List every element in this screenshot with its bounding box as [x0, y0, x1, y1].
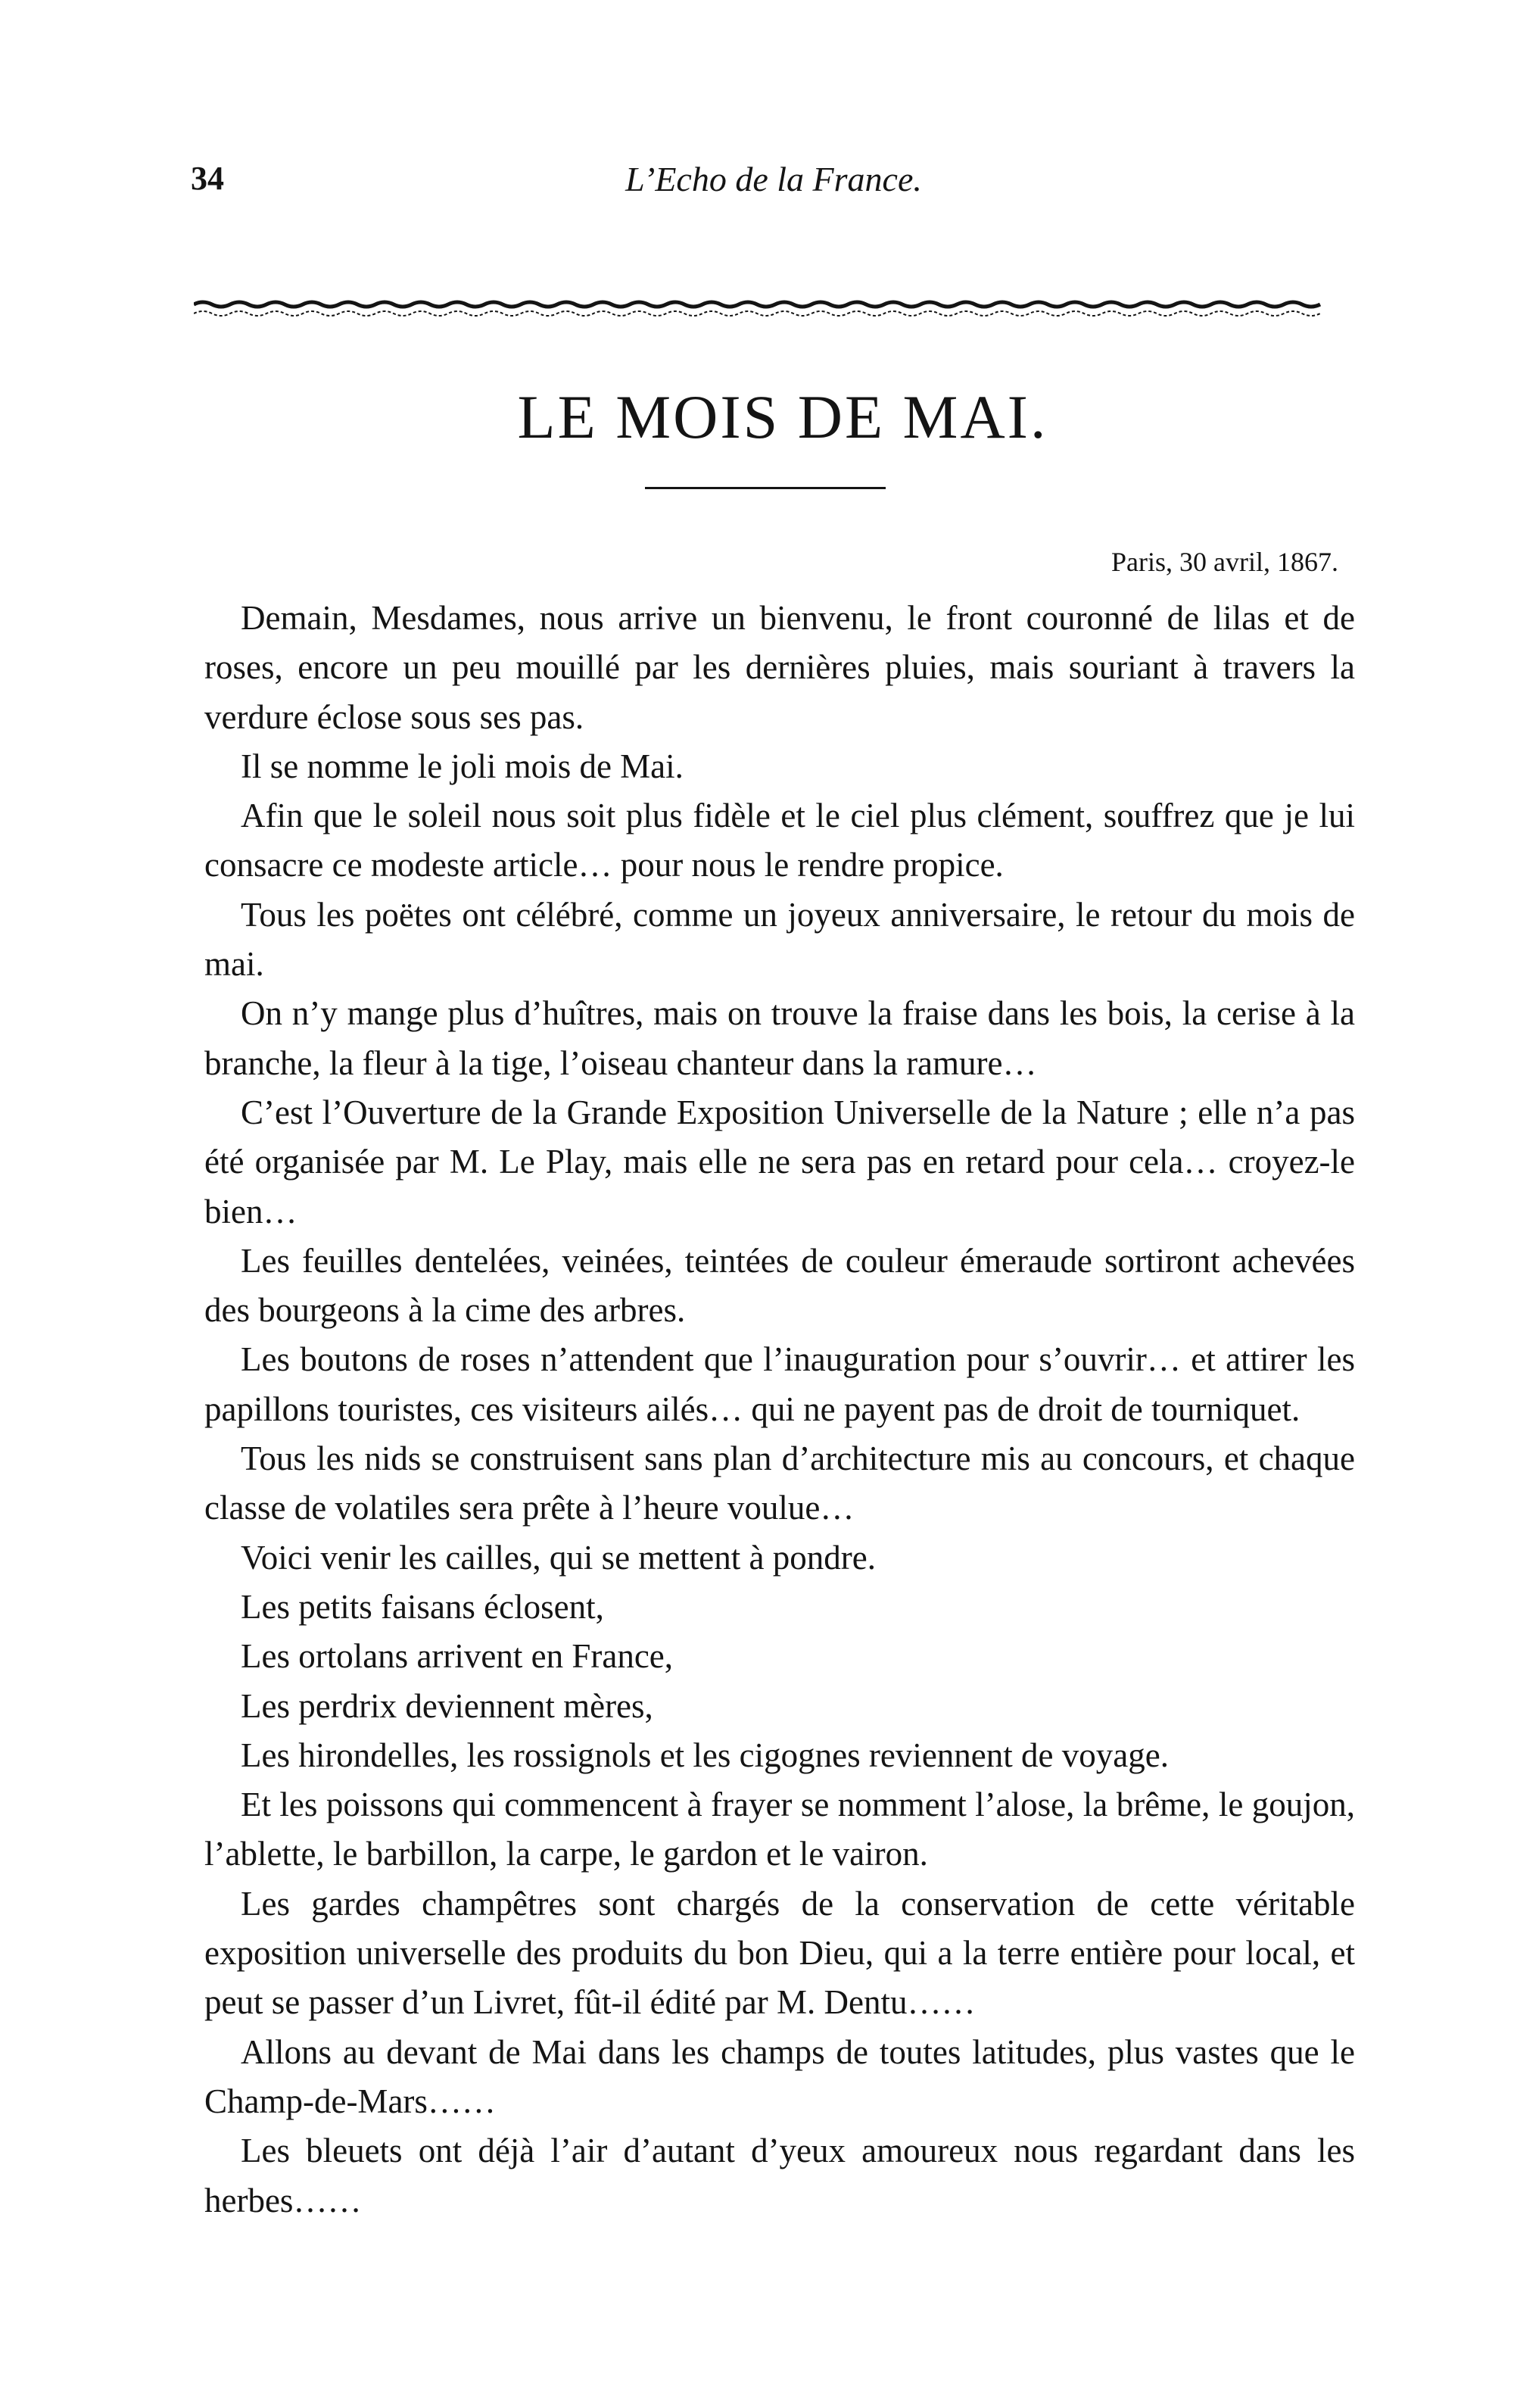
paragraph: Les feuilles dentelées, veinées, teintées de couleur émeraude sortiront achevées des bourgeons à la cime des arbres. — [204, 1241, 1355, 1330]
paragraph: Les hirondelles, les rossignols et les cigognes reviennent de voyage. — [241, 1736, 1169, 1774]
paragraph: Tous les nids se construisent sans plan d’architecture mis au concours, et chaque classe de volatiles sera prête à l’heure voulue… — [204, 1439, 1355, 1527]
paragraph: Les perdrix deviennent mères, — [241, 1686, 653, 1725]
paragraph: Allons au devant de Mai dans les champs de toutes latitudes, plus vastes que le Champ-de-Mars…… — [204, 2032, 1355, 2120]
article-title: LE MOIS DE MAI. — [517, 382, 1048, 451]
title-rule — [645, 487, 886, 489]
paragraph: Les bleuets ont déjà l’air d’autant d’yeux amoureux nous regardant dans les herbes…… — [204, 2132, 1355, 2219]
article-body — [204, 594, 1355, 2226]
running-title: L’Echo de la France. — [625, 160, 922, 198]
paragraph: Il se nomme le joli mois de Mai. — [241, 747, 684, 785]
paragraph: Afin que le soleil nous soit plus fidèle et le ciel plus clément, souffrez que je lui consacre ce modeste article… pour nous le rendre propice. — [204, 797, 1355, 884]
paragraph: Les gardes champêtres sont chargés de la conservation de cette véritable exposition universelle des produits du bon Dieu, qui a la terre entière pour local, et peut se passer d’un Livret, fût-il édité par M. Dentu…… — [204, 1884, 1355, 2022]
paragraph: Demain, Mesdames, nous arrive un bienvenu, le front couronné de lilas et de roses, encore un peu mouillé par les dernières pluies, mais souriant à travers la verdure éclose sous ses pas. — [204, 599, 1355, 736]
paragraph: On n’y mange plus d’huîtres, mais on trouve la fraise dans les bois, la cerise à la branche, la fleur à la tige, l’oiseau chanteur dans la ramure… — [204, 994, 1355, 1082]
decorative-header-rule — [194, 294, 1329, 324]
paragraph: Tous les poëtes ont célébré, comme un joyeux anniversaire, le retour du mois de mai. — [204, 895, 1355, 984]
paragraph: Les boutons de roses n’attendent que l’inauguration pour s’ouvrir… et attirer les papillons touristes, ces visiteurs ailés… qui ne payent pas de droit de tourniquet. — [204, 1340, 1355, 1428]
page-number: 34 — [191, 160, 224, 197]
paragraph: C’est l’Ouverture de la Grande Exposition Universelle de la Nature ; elle n’a pas été organisée par M. Le Play, mais elle ne sera pas en retard pour cela… croyez-le bien… — [204, 1093, 1355, 1231]
dateline: Paris, 30 avril, 1867. — [1111, 547, 1338, 577]
paragraph: Les petits faisans éclosent, — [241, 1587, 604, 1626]
paragraph: Les ortolans arrivent en France, — [241, 1637, 674, 1676]
paragraph: Et les poissons qui commencent à frayer se nomment l’alose, la brême, le goujon, l’ablette, le barbillon, la carpe, le gardon et le vairon. — [204, 1786, 1355, 1873]
paragraph: Voici venir les cailles, qui se mettent à pondre. — [241, 1538, 876, 1577]
